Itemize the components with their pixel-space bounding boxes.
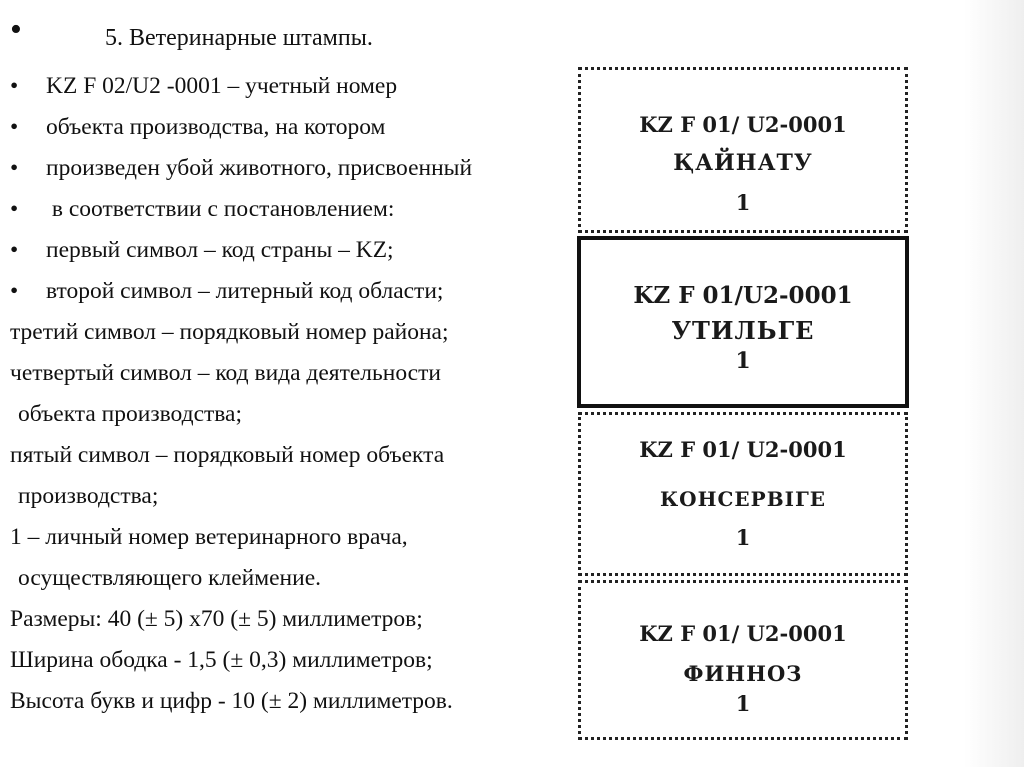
stamp-number: 1 xyxy=(735,525,751,550)
body-line-text: первый символ – код страны – KZ; xyxy=(46,237,394,263)
stamp-label: ФИННОЗ xyxy=(683,661,803,686)
body-line-text: третий символ – порядковый номер района; xyxy=(10,319,449,345)
body-line-text: произведен убой животного, присвоенный xyxy=(46,155,473,181)
stamp-finnoz xyxy=(578,580,908,740)
body-text xyxy=(10,66,570,722)
body-line xyxy=(10,230,570,271)
body-line-text: в соответствии с постановлением: xyxy=(46,196,395,222)
body-line xyxy=(10,394,570,435)
stamp-label: ҚАЙНАТУ xyxy=(673,150,813,176)
body-line xyxy=(10,148,570,189)
body-line-text: Ширина ободка - 1,5 (± 0,3) миллиметров; xyxy=(10,647,433,673)
body-line xyxy=(10,312,570,353)
bullet: • xyxy=(10,73,19,99)
body-line-text: 1 – личный номер ветеринарного врача, xyxy=(10,524,408,550)
stamp-code: KZ F 01/ U2-0001 xyxy=(639,112,847,137)
body-line xyxy=(10,435,570,476)
body-line xyxy=(10,599,570,640)
slide-edge-shadow xyxy=(964,0,1024,767)
body-line-text: объекта производства, на котором xyxy=(46,114,386,140)
body-line xyxy=(10,107,570,148)
stamp-kainatu xyxy=(578,67,908,233)
body-line-text: Высота букв и цифр - 10 (± 2) миллиметров. xyxy=(10,688,453,714)
stamp-konservige xyxy=(578,412,908,576)
body-line xyxy=(10,271,570,312)
body-line xyxy=(10,476,570,517)
bullet: • xyxy=(10,196,19,222)
stamp-code: KZ F 01/U2-0001 xyxy=(633,282,853,309)
title-bullet: • xyxy=(10,11,22,48)
stamp-label: УТИЛЬГЕ xyxy=(671,316,815,345)
bullet: • xyxy=(10,237,19,263)
body-line-text: осуществляющего клеймение. xyxy=(18,565,322,591)
bullet: • xyxy=(10,155,19,181)
bullet: • xyxy=(10,278,19,304)
body-line xyxy=(10,640,570,681)
body-line xyxy=(10,681,570,722)
body-line-text: Размеры: 40 (± 5) х70 (± 5) миллиметров; xyxy=(10,606,423,632)
stamp-number: 1 xyxy=(735,348,751,374)
stamp-code: KZ F 01/ U2-0001 xyxy=(639,437,847,462)
body-line-text: производства; xyxy=(18,483,159,509)
bullet: • xyxy=(10,114,19,140)
stamp-number: 1 xyxy=(735,691,751,716)
stamp-number: 1 xyxy=(735,190,751,215)
body-line-text: второй символ – литерный код области; xyxy=(46,278,444,304)
slide-title: 5. Ветеринарные штампы. xyxy=(105,25,373,51)
stamp-code: KZ F 01/ U2-0001 xyxy=(639,621,847,646)
stamp-utilge xyxy=(577,236,909,408)
body-line xyxy=(10,517,570,558)
body-line-text: KZ F 02/U2 -0001 – учетный номер xyxy=(46,73,398,99)
body-line-text: пятый символ – порядковый номер объекта xyxy=(10,442,445,468)
body-line xyxy=(10,558,570,599)
body-line-text: четвертый символ – код вида деятельности xyxy=(10,360,441,386)
body-line xyxy=(10,189,570,230)
body-line xyxy=(10,353,570,394)
body-line xyxy=(10,66,570,107)
stamp-label: КОНСЕРВІГЕ xyxy=(659,487,827,511)
body-line-text: объекта производства; xyxy=(18,401,243,427)
